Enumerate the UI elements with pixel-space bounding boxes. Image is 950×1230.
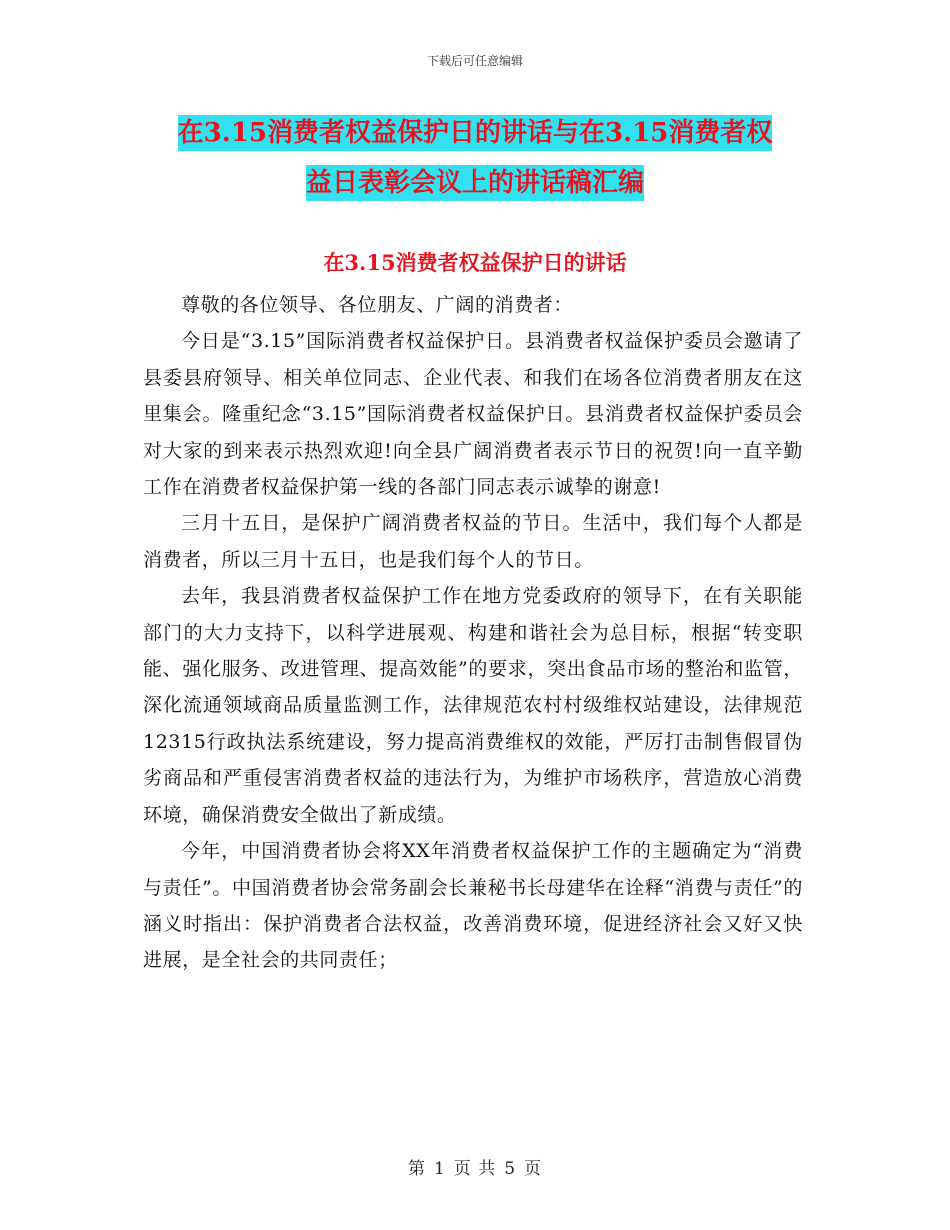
- document-title-line-2: 益日表彰会议上的讲话稿汇编: [306, 165, 644, 201]
- paragraph: 今日是“3.15”国际消费者权益保护日。县消费者权益保护委员会邀请了县委县府领导、相关单位同志、企业代表、和我们在场各位消费者朋友在这里集会。隆重纪念“3.15”国际消费者权益保护日。县消费者权益保护委员会对大家的到来表示热烈欢迎!向全县广阔消费者表示节日的祝贺!向一直辛勤工作在消费者权益保护第一线的各部门同志表示诚挚的谢意!: [143, 330, 803, 499]
- document-title: [140, 108, 810, 208]
- paragraph: 去年，我县消费者权益保护工作在地方党委政府的领导下，在有关职能部门的大力支持下，以科学进展观、构建和谐社会为总目标，根据“转变职能、强化服务、改进管理、提高效能”的要求，突出食品市场的整治和监管，深化流通领域商品质量监测工作，法律规范农村村级维权站建设，法律规范12315行政执法系统建设，努力提高消费维权的效能，严厉打击制售假冒伪劣商品和严重侵害消费者权益的违法行为，为维护市场秩序，营造放心消费环境，确保消费安全做出了新成绩。: [143, 585, 803, 826]
- page-label-prefix: 第: [407, 1159, 426, 1179]
- page-current-number: 1: [433, 1159, 446, 1179]
- section-title: 在3.15消费者权益保护日的讲话: [323, 250, 627, 275]
- page-header-note: 下载后可任意编辑: [426, 54, 523, 68]
- paragraph: 今年，中国消费者协会将XX年消费者权益保护工作的主题确定为“消费与责任”。中国消费者协会常务副会长兼秘书长母建华在诠释“消费与责任”的涵义时指出：保护消费者合法权益，改善消费环境，促进经济社会又好又快进展，是全社会的共同责任；: [143, 840, 803, 972]
- page-label-suffix: 页: [524, 1159, 543, 1179]
- document-body: [143, 287, 803, 979]
- page-footer: [0, 1154, 950, 1179]
- paragraph-greeting: 尊敬的各位领导、各位朋友、广阔的消费者：: [181, 294, 574, 316]
- page-label-mid: 页 共: [453, 1159, 497, 1179]
- page-total-number: 5: [504, 1159, 517, 1179]
- document-title-line-1: 在3.15消费者权益保护日的讲话与在3.15消费者权: [178, 115, 773, 151]
- paragraph: 三月十五日，是保护广阔消费者权益的节日。生活中，我们每个人都是消费者，所以三月十五日，也是我们每个人的节日。: [143, 512, 803, 571]
